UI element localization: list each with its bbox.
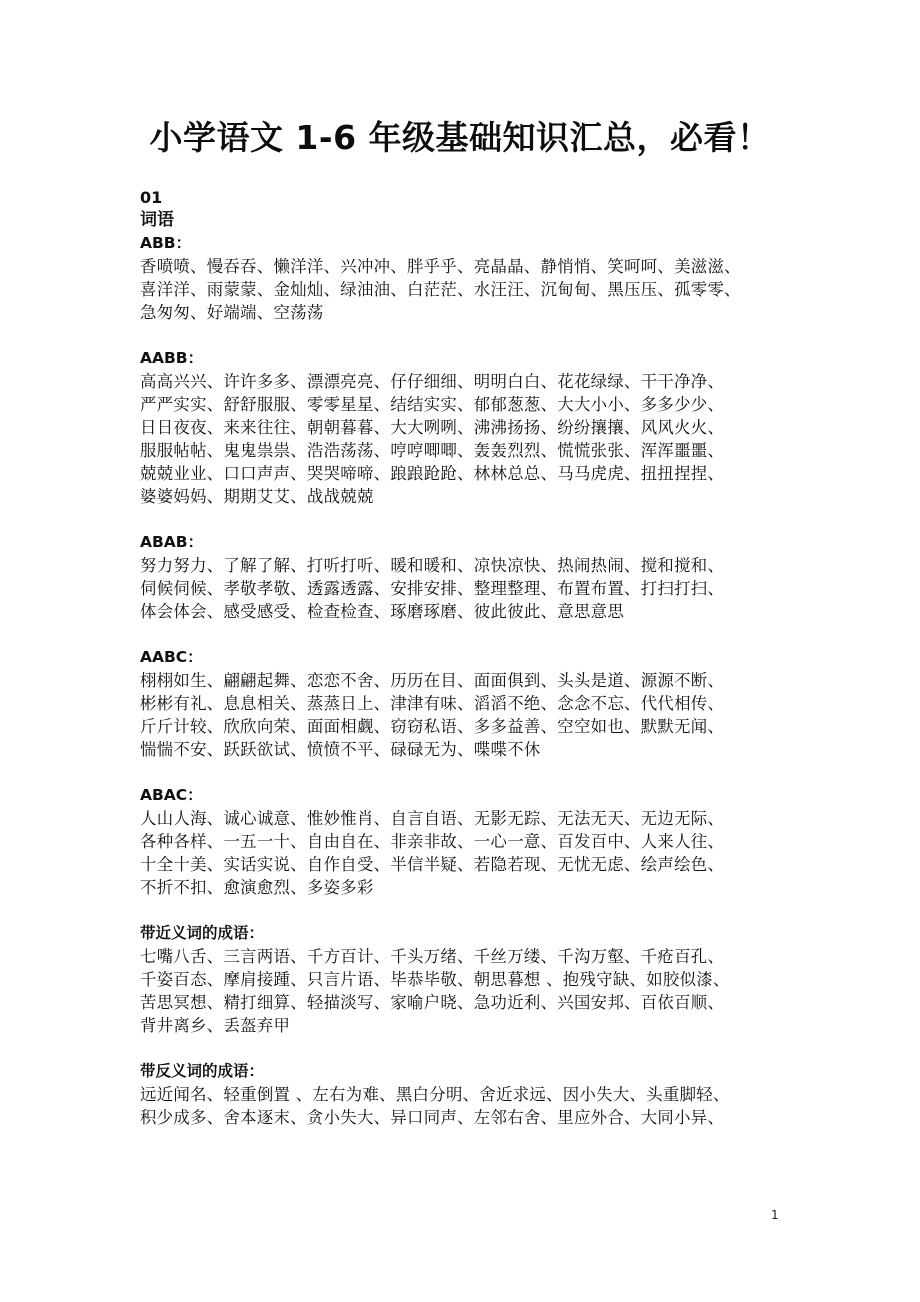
text-line: 日日夜夜、来来往往、朝朝暮暮、大大咧咧、沸沸扬扬、纷纷攘攘、风风火火、 — [140, 418, 725, 437]
content-body — [140, 186, 800, 1152]
text-line: 苦思冥想、精打细算、轻描淡写、家喻户晓、急功近利、兴国安邦、百依百顺、 — [140, 993, 725, 1012]
text-line: 不折不扣、愈演愈烈、多姿多彩 — [140, 878, 374, 897]
text-line: 积少成多、舍本逐末、贪小失大、异口同声、左邻右舍、里应外合、大同小异、 — [140, 1108, 725, 1127]
text-line: 喜洋洋、雨蒙蒙、金灿灿、绿油油、白茫茫、水汪汪、沉甸甸、黑压压、孤零零、 — [140, 280, 741, 299]
text-line: 兢兢业业、口口声声、哭哭啼啼、踉踉跄跄、林林总总、马马虎虎、扭扭捏捏、 — [140, 464, 725, 483]
text-line: 千姿百态、摩肩接踵、只言片语、毕恭毕敬、朝思暮想 、抱残守缺、如胶似漆、 — [140, 970, 730, 989]
text-line: 远近闻名、轻重倒置 、左右为难、黑白分明、舍近求远、因小失大、头重脚轻、 — [140, 1085, 730, 1104]
page-number: 1 — [771, 1208, 779, 1222]
group-label: 带近义词的成语： — [140, 924, 265, 942]
text-line: 各种各样、一五一十、自由自在、非亲非故、一心一意、百发百中、人来人往、 — [140, 832, 725, 851]
text-line: 努力努力、了解了解、打听打听、暖和暖和、凉快凉快、热闹热闹、搅和搅和、 — [140, 556, 725, 575]
text-line: 十全十美、实话实说、自作自受、半信半疑、若隐若现、无忧无虑、绘声绘色、 — [140, 855, 725, 874]
word-group-antonym-idioms — [140, 1060, 800, 1129]
group-label: ABB： — [140, 234, 192, 252]
word-group-aabb — [140, 347, 800, 508]
text-line: 惴惴不安、跃跃欲试、愤愤不平、碌碌无为、喋喋不休 — [140, 740, 541, 759]
group-label: AABB： — [140, 349, 204, 367]
text-line: 香喷喷、慢吞吞、懒洋洋、兴冲冲、胖乎乎、亮晶晶、静悄悄、笑呵呵、美滋滋、 — [140, 257, 741, 276]
text-line: 服服帖帖、鬼鬼祟祟、浩浩荡荡、哼哼唧唧、轰轰烈烈、慌慌张张、浑浑噩噩、 — [140, 441, 725, 460]
text-line: 栩栩如生、翩翩起舞、恋恋不舍、历历在目、面面俱到、头头是道、源源不断、 — [140, 671, 725, 690]
word-group-abb — [140, 232, 800, 324]
group-label: 带反义词的成语： — [140, 1062, 265, 1080]
text-line: 斤斤计较、欣欣向荣、面面相觑、窃窃私语、多多益善、空空如也、默默无闻、 — [140, 717, 725, 736]
text-line: 婆婆妈妈、期期艾艾、战战兢兢 — [140, 487, 374, 506]
text-line: 急匆匆、好端端、空荡荡 — [140, 303, 324, 322]
text-line: 严严实实、舒舒服服、零零星星、结结实实、郁郁葱葱、大大小小、多多少少、 — [140, 395, 725, 414]
word-group-synonym-idioms — [140, 922, 800, 1037]
text-line: 七嘴八舌、三言两语、千方百计、千头万绪、千丝万缕、千沟万壑、千疮百孔、 — [140, 947, 725, 966]
text-line: 伺候伺候、孝敬孝敬、透露透露、安排安排、整理整理、布置布置、打扫打扫、 — [140, 579, 725, 598]
text-line: 体会体会、感受感受、检查检查、琢磨琢磨、彼此彼此、意思意思 — [140, 602, 625, 621]
text-line: 人山人海、诚心诚意、惟妙惟肖、自言自语、无影无踪、无法无天、无边无际、 — [140, 809, 725, 828]
word-group-abac — [140, 784, 800, 899]
section-number: 01 — [140, 188, 163, 207]
text-line: 高高兴兴、许许多多、漂漂亮亮、仔仔细细、明明白白、花花绿绿、干干净净、 — [140, 372, 725, 391]
page-title: 小学语文 1-6 年级基础知识汇总，必看！ — [149, 118, 771, 157]
word-group-aabc — [140, 646, 800, 761]
word-group-abab — [140, 531, 800, 623]
section-heading: 词语 — [140, 210, 174, 230]
group-label: ABAC： — [140, 786, 203, 804]
text-line: 彬彬有礼、息息相关、蒸蒸日上、津津有味、滔滔不绝、念念不忘、代代相传、 — [140, 694, 725, 713]
text-line: 背井离乡、丢盔弃甲 — [140, 1016, 291, 1035]
group-label: AABC： — [140, 648, 203, 666]
group-label: ABAB： — [140, 533, 204, 551]
